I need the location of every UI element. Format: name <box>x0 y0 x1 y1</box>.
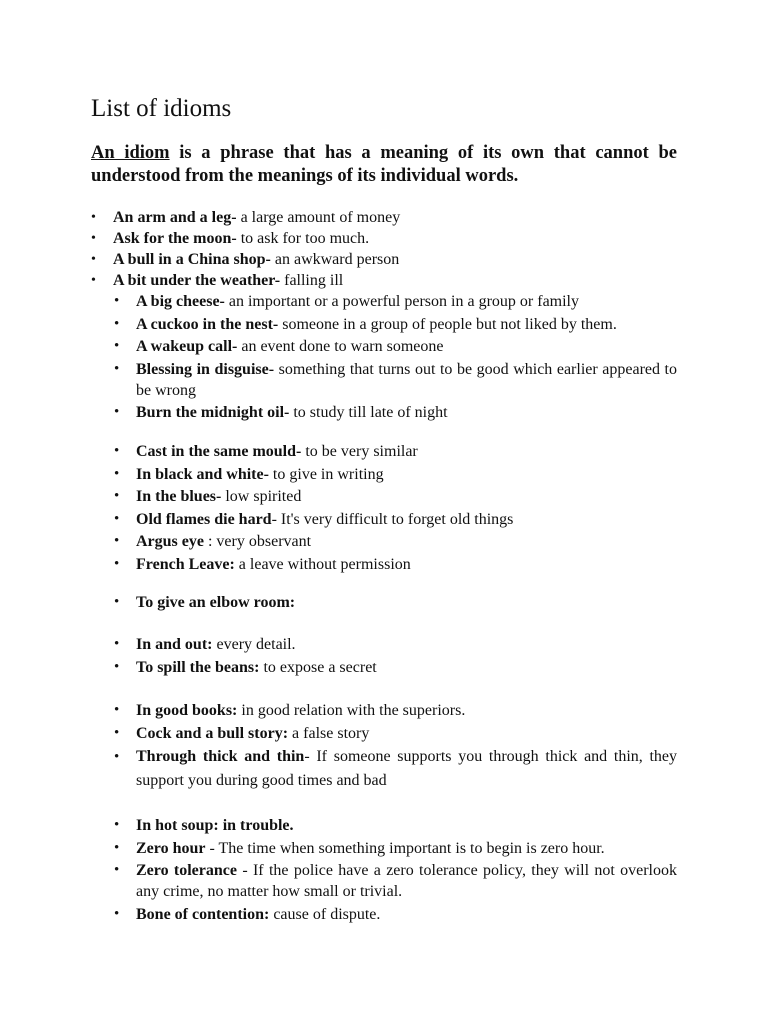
idiom-definition: every detail. <box>212 636 296 653</box>
idiom-list-group-7 <box>114 815 678 926</box>
list-item <box>114 359 678 401</box>
list-item <box>114 657 677 678</box>
idiom-term: In black and white- <box>136 465 269 483</box>
list-item <box>91 270 677 291</box>
bullet-icon: • <box>91 252 96 267</box>
idiom-definition: to ask for too much. <box>236 230 370 247</box>
list-item <box>114 441 677 462</box>
idiom-definition: - It's very difficult to forget old things <box>271 510 514 528</box>
bullet-icon: • <box>114 338 120 355</box>
idiom-definition: a large amount of money <box>236 209 401 226</box>
list-item <box>114 700 677 721</box>
idiom-term: In and out: <box>136 636 213 653</box>
idiom-list-group-5 <box>114 634 677 679</box>
bullet-icon: • <box>114 658 120 675</box>
idiom-definition: : very observant <box>203 533 312 551</box>
idiom-list-group-4 <box>114 592 677 615</box>
bullet-icon: • <box>114 533 120 550</box>
idiom-definition: to be very similar <box>301 443 418 460</box>
bullet-icon: • <box>114 594 120 610</box>
idiom-term: French Leave: <box>136 555 235 573</box>
list-item <box>114 634 677 655</box>
idiom-definition: falling ill <box>280 272 344 289</box>
bullet-icon: • <box>114 636 120 652</box>
idiom-term: Cast in the same mould- <box>136 443 302 460</box>
idiom-term: Zero hour <box>136 839 206 857</box>
idiom-list-group-6 <box>114 700 678 795</box>
idiom-definition: a leave without permission <box>234 555 411 573</box>
bullet-icon: • <box>114 555 120 572</box>
bullet-icon: • <box>91 231 96 246</box>
bullet-icon: • <box>114 905 120 922</box>
idiom-term: Through thick and thin <box>136 748 305 766</box>
bullet-icon: • <box>114 488 120 505</box>
bullet-icon: • <box>114 817 120 833</box>
bullet-icon: • <box>114 293 120 309</box>
list-item <box>114 336 677 357</box>
idiom-term: To spill the beans: <box>136 658 260 676</box>
idiom-definition: someone in a group of people but not liked by them. <box>278 315 617 333</box>
intro-paragraph <box>91 142 677 188</box>
bullet-icon: • <box>114 839 120 856</box>
idiom-definition: to give in writing <box>268 465 384 483</box>
list-item <box>114 509 677 530</box>
list-item <box>114 815 677 836</box>
idiom-definition: an event done to warn someone <box>237 338 444 356</box>
list-item <box>114 904 677 925</box>
list-item <box>114 745 678 793</box>
idiom-term: Burn the midnight oil- <box>136 404 290 422</box>
idiom-term: In hot soup: in trouble. <box>136 817 294 834</box>
bullet-icon: • <box>114 724 120 741</box>
idiom-list-group-3 <box>114 441 677 577</box>
idiom-term: Zero tolerance <box>136 862 237 880</box>
bullet-icon: • <box>114 315 120 332</box>
idiom-definition: to expose a secret <box>259 658 377 676</box>
idiom-term: Ask for the moon- <box>113 230 237 247</box>
list-item <box>114 531 677 552</box>
idiom-definition: a false story <box>288 724 370 742</box>
intro-definition: is a phrase that has a meaning of its own that cannot be understood from the meanings of its individual words. <box>91 143 677 186</box>
bullet-icon: • <box>91 273 96 288</box>
idiom-definition: low spirited <box>221 488 302 506</box>
list-item <box>114 291 677 312</box>
list-item <box>91 228 677 249</box>
page-title: List of idioms <box>91 95 232 122</box>
idiom-term: In the blues- <box>136 488 222 506</box>
intro-term: An idiom <box>91 143 170 163</box>
idiom-list-group-1 <box>91 207 677 291</box>
bullet-icon: • <box>114 465 120 482</box>
idiom-term: A wakeup call- <box>136 338 238 356</box>
idiom-term: A bull in a China shop- <box>113 251 271 268</box>
idiom-list-group-2 <box>114 291 678 425</box>
idiom-definition: - If someone supports you through thick and thin, they support you during good times and bad <box>136 748 678 790</box>
idiom-term: A cuckoo in the nest- <box>136 315 279 333</box>
idiom-definition: an awkward person <box>270 251 400 268</box>
bullet-icon: • <box>114 404 120 421</box>
idiom-term: A bit under the weather- <box>113 272 281 289</box>
idiom-term: Cock and a bull story: <box>136 724 289 742</box>
idiom-term: Old flames die hard <box>136 510 272 528</box>
idiom-definition: an important or a powerful person in a group or family <box>224 293 579 310</box>
idiom-term: An arm and a leg- <box>113 209 237 226</box>
bullet-icon: • <box>114 862 120 879</box>
list-item <box>114 314 677 335</box>
idiom-definition: - If the police have a zero tolerance policy, they will not overlook any crime, no matter how small or trivial. <box>136 862 678 901</box>
bullet-icon: • <box>91 210 96 225</box>
bullet-icon: • <box>114 702 120 718</box>
idiom-term: In good books: <box>136 702 238 719</box>
list-item <box>91 249 677 270</box>
list-item <box>114 838 677 859</box>
list-item <box>114 592 677 613</box>
bullet-icon: • <box>114 443 120 459</box>
idiom-term: Argus eye <box>136 533 204 551</box>
list-item <box>114 464 677 485</box>
list-item <box>114 486 677 507</box>
idiom-term: A big cheese- <box>136 293 225 310</box>
idiom-definition: to study till late of night <box>289 404 448 422</box>
idiom-definition: in good relation with the superiors. <box>237 702 466 719</box>
bullet-icon: • <box>114 510 120 527</box>
idiom-definition: cause of dispute. <box>269 905 381 923</box>
idiom-term: Blessing in disguise- <box>136 360 275 378</box>
list-item <box>114 723 677 744</box>
idiom-term: To give an elbow room: <box>136 594 296 611</box>
list-item <box>114 860 678 902</box>
bullet-icon: • <box>114 360 120 377</box>
idiom-definition: - The time when something important is to begin is zero hour. <box>205 839 605 857</box>
bullet-icon: • <box>114 749 120 766</box>
list-item <box>114 402 677 423</box>
list-item <box>91 207 677 228</box>
idiom-definition: something that turns out to be good which earlier appeared to be wrong <box>136 360 678 399</box>
idiom-term: Bone of contention: <box>136 905 270 923</box>
list-item <box>114 554 677 575</box>
